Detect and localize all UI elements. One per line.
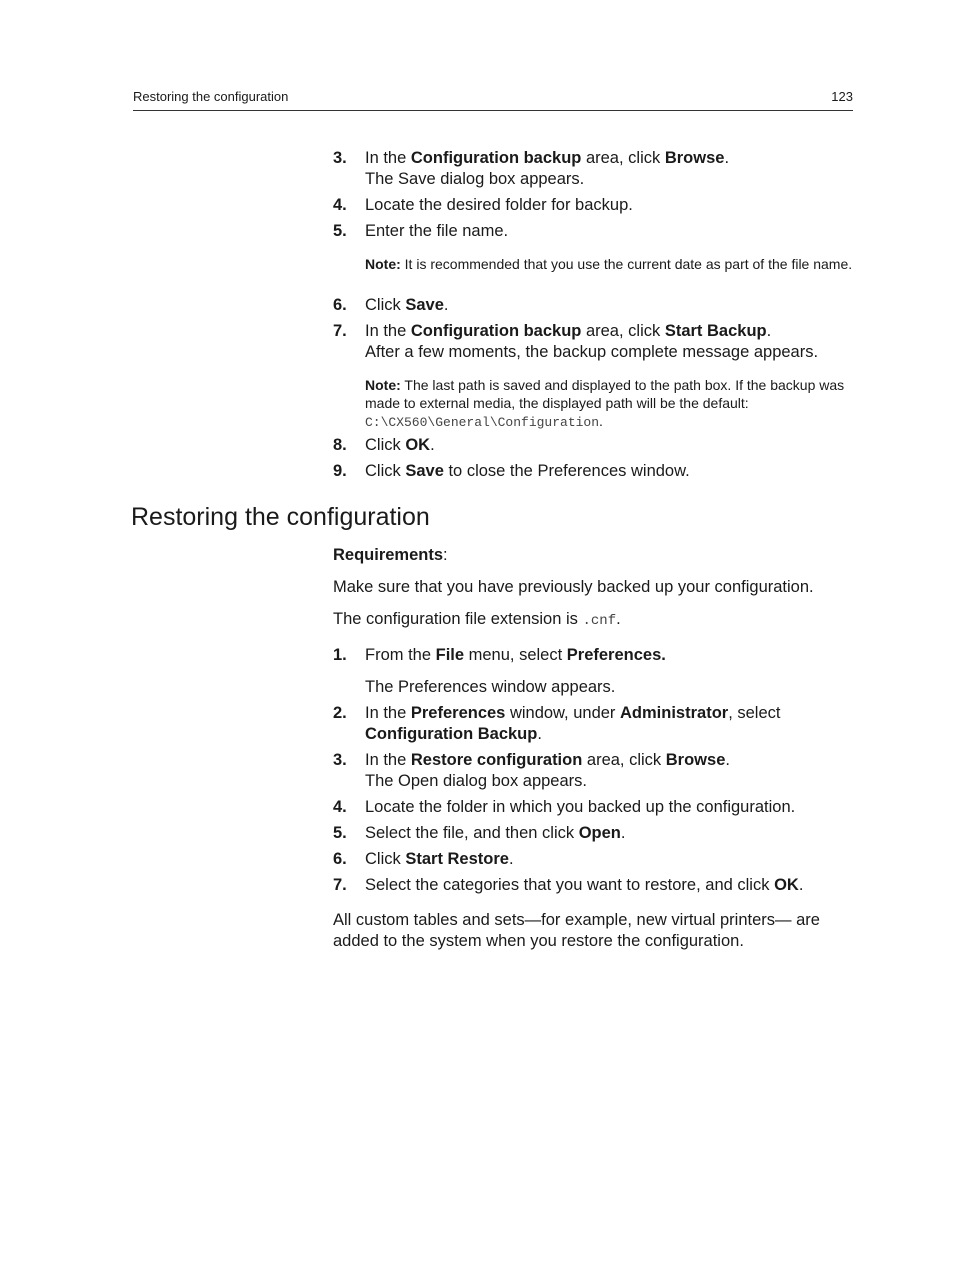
step-number: 3. [333, 751, 347, 769]
note: Note: The last path is saved and displayed to the path box. If the backup was made to external media, the displayed path will be the default: C:\CX560\General\Configuration. [365, 377, 845, 430]
step-number: 7. [333, 322, 347, 340]
note [365, 255, 855, 273]
section-heading: Restoring the configuration [131, 503, 430, 531]
step-result: The Save dialog box appears. [365, 170, 585, 188]
step-number: 5. [333, 222, 347, 240]
extension-text: The configuration file extension is .cnf. [333, 610, 621, 629]
step-result: The Open dialog box appears. [365, 772, 587, 790]
note-text: The last path is saved and displayed to the path box. If the backup was made to external media, the displayed path will be the default: [365, 377, 845, 411]
step-number: 5. [333, 824, 347, 842]
extension-code: .cnf [582, 613, 617, 629]
step-number: 7. [333, 876, 347, 894]
step-number: 6. [333, 296, 347, 314]
requirements-heading: Requirements: [333, 546, 448, 564]
step-text: In the Restore configuration area, click Browse. The Open dialog box appears. [365, 750, 855, 792]
step-text: Enter the file name. [365, 222, 509, 240]
note-label: Note: [365, 256, 401, 272]
step-text: Click Save. [365, 296, 449, 314]
step-text: Select the categories that you want to restore, and click OK. [365, 876, 804, 894]
note-text: It is recommended that you use the current date as part of the file name. [400, 256, 853, 272]
header-section-name: Restoring the configuration [133, 89, 289, 104]
step-number: 2. [333, 704, 347, 722]
step-result: The Preferences window appears. [365, 678, 616, 696]
step-text: From the File menu, select Preferences. [365, 646, 666, 664]
default-path-code: C:\CX560\General\Configuration [365, 415, 600, 430]
step-number: 3. [333, 149, 347, 167]
step-number: 6. [333, 850, 347, 868]
step-result: After a few moments, the backup complete message appears. [365, 343, 819, 361]
step-number: 1. [333, 646, 347, 664]
step-number: 4. [333, 196, 347, 214]
page-number: 123 [831, 89, 853, 104]
step-text: In the Configuration backup area, click Browse. The Save dialog box appears. [365, 148, 855, 190]
step-number: 8. [333, 436, 347, 454]
running-header [133, 88, 853, 111]
step-text: Select the file, and then click Open. [365, 824, 626, 842]
step-text: Click Save to close the Preferences window. [365, 462, 690, 480]
step-text: Click Start Restore. [365, 850, 514, 868]
step-text: In the Preferences window, under Administrator, select Configuration Backup. [365, 704, 781, 743]
step-text: In the Configuration backup area, click Start Backup. After a few moments, the backup complete message appears. [365, 321, 855, 363]
note-label: Note: [365, 377, 401, 393]
closing-paragraph: All custom tables and sets—for example, new virtual printers— are added to the system when you restore the configuration. [333, 911, 820, 950]
step-text: Click OK. [365, 436, 435, 454]
step-number: 4. [333, 798, 347, 816]
step-text: Locate the folder in which you backed up the configuration. [365, 798, 796, 816]
step-number: 9. [333, 462, 347, 480]
requirement-text: Make sure that you have previously backed up your configuration. [333, 578, 814, 596]
step-text: Locate the desired folder for backup. [365, 196, 633, 214]
